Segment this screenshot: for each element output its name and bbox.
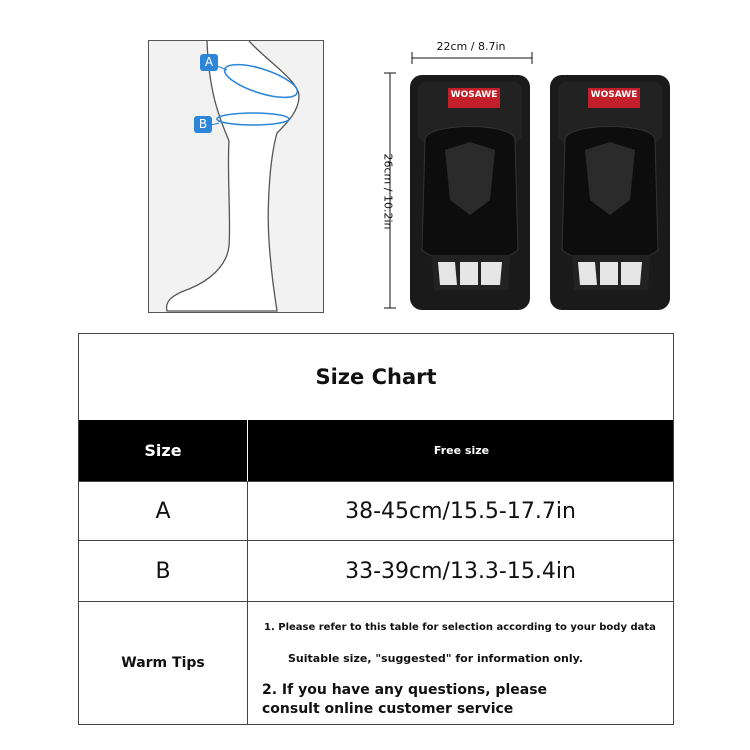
knee-pad-icon: [360, 30, 680, 320]
brand-logo-right: WOSAWE: [590, 90, 638, 100]
tip-line-2: Suitable size, "suggested" for information only.: [288, 652, 583, 665]
row-key: A: [79, 482, 248, 540]
height-dimension-label: 26cm / 10.2in: [381, 153, 395, 230]
warm-tips-label: Warm Tips: [79, 602, 248, 724]
row-value: 38-45cm/15.5-17.7in: [345, 498, 576, 524]
width-dimension-label: 22cm / 8.7in: [436, 40, 506, 53]
leg-outline-icon: [149, 41, 325, 314]
size-chart-table: [78, 333, 674, 725]
row-value: 33-39cm/13.3-15.4in: [345, 558, 576, 584]
header-size: Size: [79, 420, 248, 481]
chart-title: Size Chart: [315, 365, 437, 389]
marker-a: A: [200, 54, 218, 71]
tip-line-1: 1. Please refer to this table for selection according to your body data: [264, 622, 656, 633]
marker-b: B: [194, 116, 212, 133]
table-header-row: [79, 420, 673, 481]
warm-tips-content: [248, 602, 673, 724]
knee-pads-image: [360, 30, 680, 320]
tip-line-3: 2. If you have any questions, please consult online customer service: [262, 682, 548, 717]
warm-tips-row: [79, 601, 673, 724]
row-key: B: [79, 541, 248, 601]
leg-diagram: [148, 40, 324, 313]
table-row: [79, 540, 673, 601]
table-row: [79, 481, 673, 540]
header-free-size: Free size: [433, 444, 490, 457]
brand-logo-left: WOSAWE: [450, 90, 498, 100]
